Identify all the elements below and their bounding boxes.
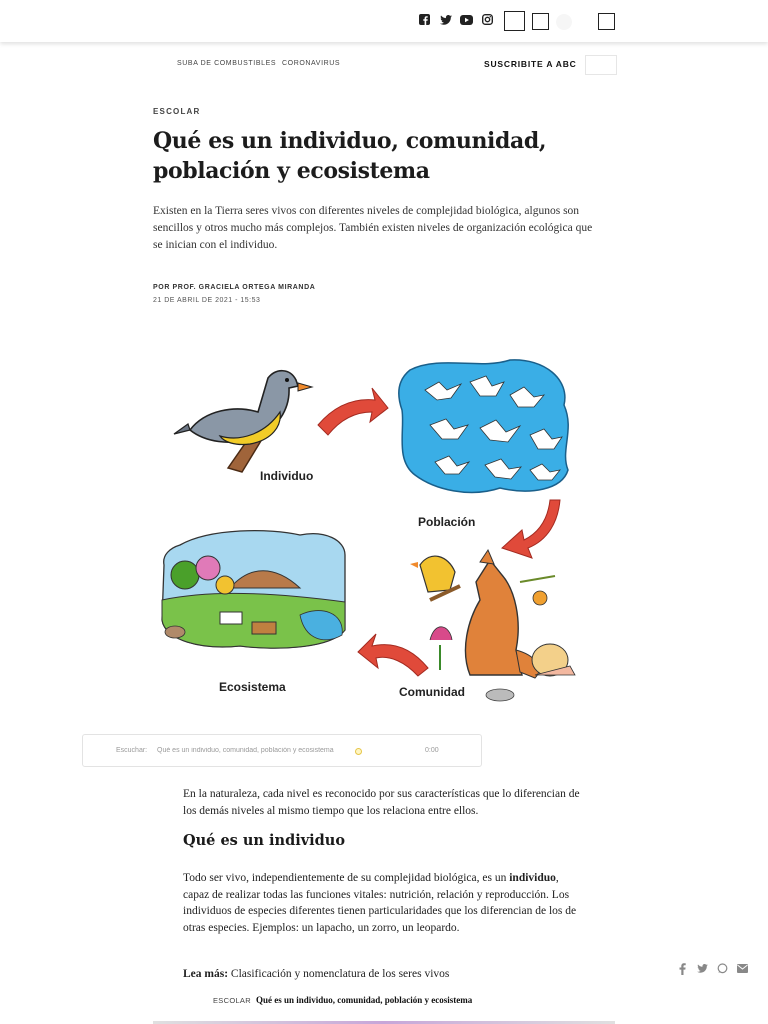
player-time: 0:00 [425, 747, 439, 754]
twitter-icon[interactable] [696, 962, 709, 975]
paragraph-individuo: Todo ser vivo, independientemente de su complejidad biológica, es un individuo, capaz de realizar todas las funciones vitales: nutrición, relación y reproducción. Los individuos de especies diferentes tienen particularidades que los diferencian de los de otras especies. Ejemplos: un lapacho, un zorro, un leopardo. [183, 872, 577, 934]
red-arrow-left [358, 634, 428, 676]
label-ecosistema: Ecosistema [219, 680, 286, 694]
community-drawing [410, 550, 575, 701]
player-title: Qué es un individuo, comunidad, población y ecosistema [157, 747, 334, 754]
ecology-levels-illustration [150, 350, 590, 720]
facebook-icon[interactable] [676, 962, 689, 975]
sub-navigation [0, 52, 768, 78]
audio-player[interactable] [82, 734, 482, 767]
share-bar [676, 962, 749, 975]
article-author[interactable]: POR PROF. GRACIELA ORTEGA MIRANDA [153, 284, 316, 291]
nav-link-combustibles[interactable]: SUBA DE COMBUSTIBLES [177, 60, 277, 67]
facebook-icon[interactable] [418, 13, 431, 26]
whatsapp-icon[interactable] [716, 962, 729, 975]
player-label: Escuchar: [116, 747, 148, 754]
subscribe-link[interactable]: SUSCRIBITE A ABC [484, 59, 577, 69]
related-link[interactable]: Lea más: Clasificación y nomenclatura de los seres vivos [183, 968, 450, 980]
instagram-icon[interactable] [481, 13, 494, 26]
label-comunidad: Comunidad [399, 685, 465, 699]
article-section[interactable]: ESCOLAR [153, 107, 201, 116]
keyword-individuo: individuo [509, 872, 556, 884]
red-arrow-right [318, 388, 388, 435]
subheading-individuo: Qué es un individuo [183, 832, 345, 849]
menu-square-button[interactable] [504, 11, 525, 31]
individual-bird-drawing [174, 371, 312, 472]
sticky-article-bar [0, 988, 768, 1024]
label-individuo: Individuo [260, 469, 314, 483]
top-header [0, 0, 768, 42]
search-square-button[interactable] [532, 13, 549, 30]
label-poblacion: Población [418, 515, 476, 529]
sticky-section[interactable]: ESCOLAR [213, 996, 251, 1005]
email-icon[interactable] [736, 962, 749, 975]
twitter-icon[interactable] [439, 13, 452, 26]
ecosystem-drawing [162, 531, 345, 648]
paragraph-intro: En la naturaleza, cada nivel es reconocido por sus características que lo diferencian de los demás niveles al mismo tiempo que los relaciona entre ellos. [183, 788, 580, 817]
account-square-button[interactable] [598, 13, 615, 30]
subscribe-logo-box[interactable] [585, 55, 617, 75]
population-doves-drawing [399, 360, 568, 493]
nav-link-coronavirus[interactable]: CORONAVIRUS [282, 60, 341, 67]
red-arrow-down [502, 500, 560, 558]
youtube-icon[interactable] [460, 13, 473, 26]
article-date: 21 DE ABRIL DE 2021 - 15:53 [153, 297, 261, 304]
sticky-title: Qué es un individuo, comunidad, población y ecosistema [256, 995, 473, 1005]
play-indicator-icon[interactable] [355, 748, 362, 755]
user-avatar[interactable] [556, 14, 572, 30]
article-lead: Existen en la Tierra seres vivos con diferentes niveles de complejidad biológica, algunos son sencillos y otros mucho más complejos. También existen niveles de organización ecológica que se inician con el individuo. [153, 205, 593, 251]
article-title: Qué es un individuo, comunidad, población y ecosistema [153, 128, 547, 184]
social-links [418, 13, 494, 26]
